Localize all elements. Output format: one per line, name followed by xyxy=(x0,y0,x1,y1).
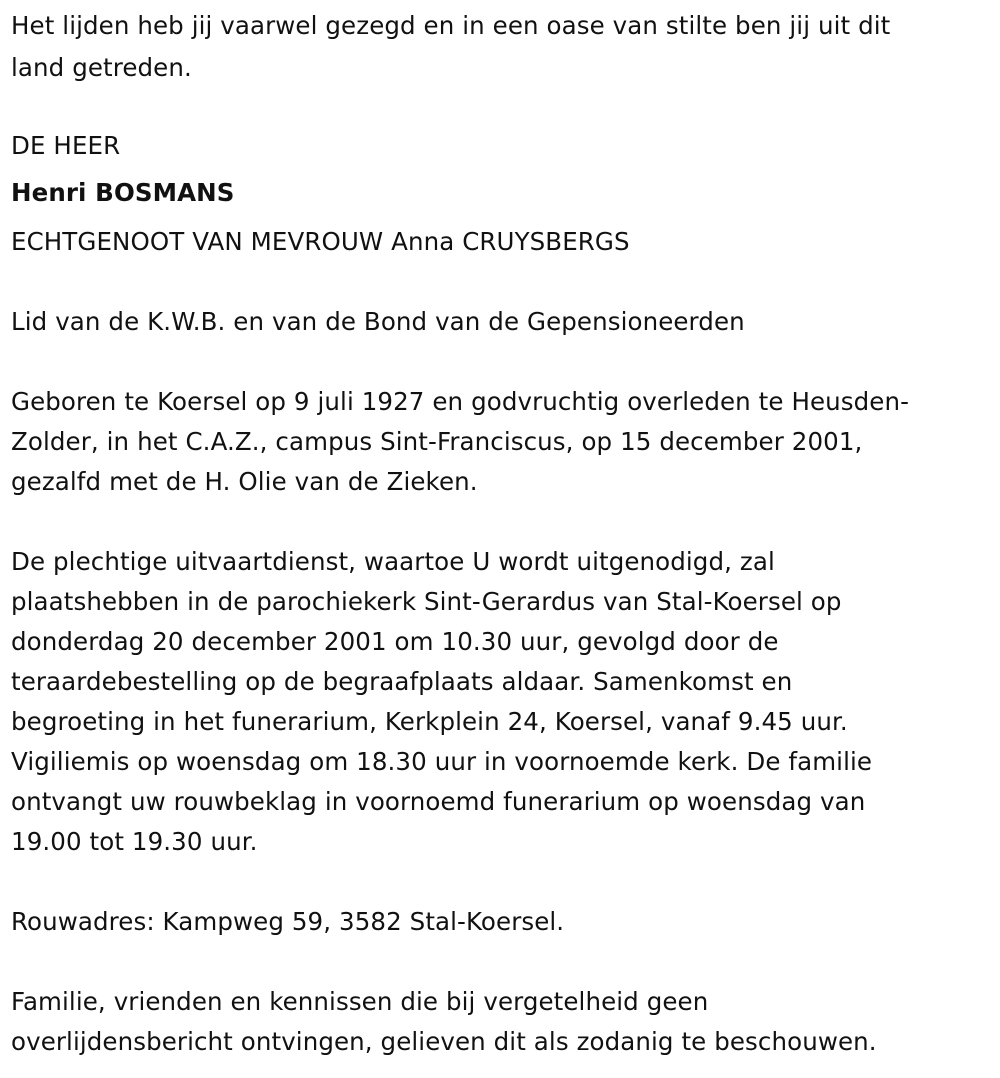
honorific: DE HEER xyxy=(11,131,121,160)
funeral-line-2: plaatshebben in de parochiekerk Sint-Gerardus van Stal-Koersel op xyxy=(11,587,842,616)
closing-line-2: overlijdensbericht ontvingen, gelieven dit als zodanig te beschouwen. xyxy=(11,1027,877,1056)
deceased-name: Henri BOSMANS xyxy=(11,178,235,207)
membership-line: Lid van de K.W.B. en van de Bond van de Gepensioneerden xyxy=(11,307,745,336)
closing-line-1: Familie, vrienden en kennissen die bij vergetelheid geen xyxy=(11,987,709,1016)
intro-line-1: Het lijden heb jij vaarwel gezegd en in een oase van stilte ben jij uit dit xyxy=(11,11,891,40)
birth-death-line-1: Geboren te Koersel op 9 juli 1927 en godvruchtig overleden te Heusden- xyxy=(11,387,910,416)
funeral-line-1: De plechtige uitvaartdienst, waartoe U wordt uitgenodigd, zal xyxy=(11,547,775,576)
birth-death-line-2: Zolder, in het C.A.Z., campus Sint-Franciscus, op 15 december 2001, xyxy=(11,427,863,456)
funeral-line-7: ontvangt uw rouwbeklag in voornoemd funerarium op woensdag van xyxy=(11,787,866,816)
birth-death-line-3: gezalfd met de H. Olie van de Zieken. xyxy=(11,467,478,496)
funeral-line-4: teraardebestelling op de begraafplaats aldaar. Samenkomst en xyxy=(11,667,793,696)
spouse-line: ECHTGENOOT VAN MEVROUW Anna CRUYSBERGS xyxy=(11,227,630,256)
mourning-address: Rouwadres: Kampweg 59, 3582 Stal-Koersel. xyxy=(11,907,565,936)
funeral-line-8: 19.00 tot 19.30 uur. xyxy=(11,827,258,856)
intro-line-2: land getreden. xyxy=(11,53,192,82)
funeral-line-3: donderdag 20 december 2001 om 10.30 uur, gevolgd door de xyxy=(11,627,779,656)
funeral-line-5: begroeting in het funerarium, Kerkplein 24, Koersel, vanaf 9.45 uur. xyxy=(11,707,848,736)
funeral-line-6: Vigiliemis op woensdag om 18.30 uur in voornoemde kerk. De familie xyxy=(11,747,873,776)
